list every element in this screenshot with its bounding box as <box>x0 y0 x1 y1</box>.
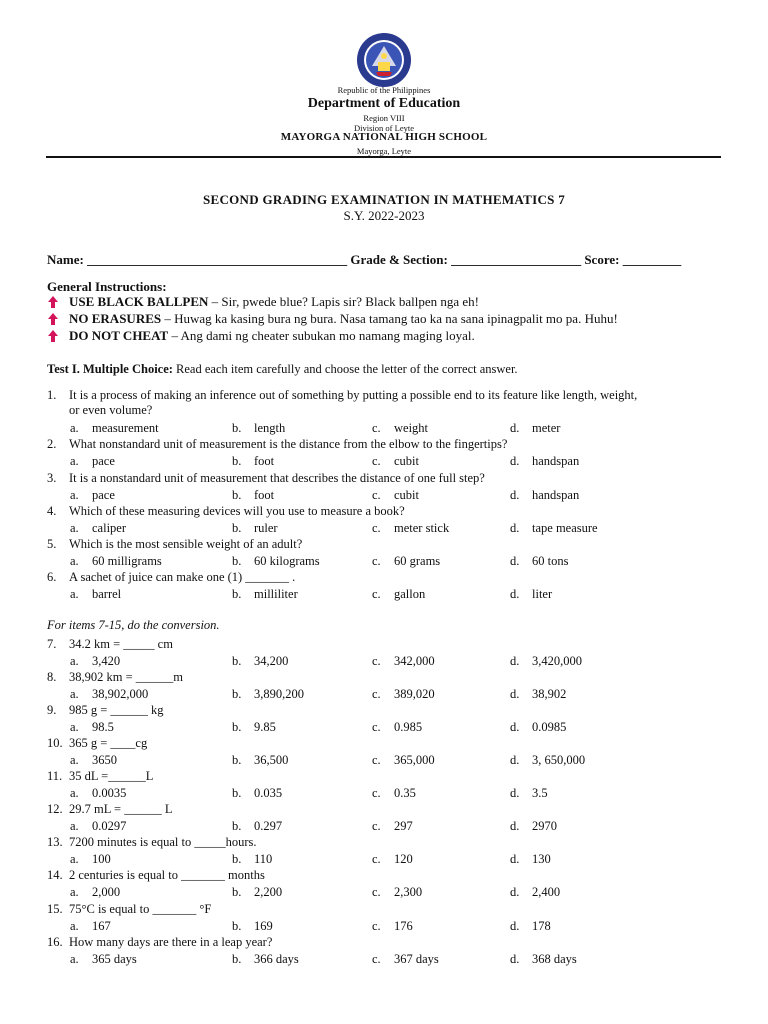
option-letter: d. <box>510 819 520 833</box>
option-text: 167 <box>92 919 111 933</box>
option-letter: b. <box>232 819 242 833</box>
option-letter: b. <box>232 654 242 668</box>
option-letter: b. <box>232 852 242 866</box>
question-text: 2 centuries is equal to _______ months <box>69 868 265 882</box>
question-number: 15. <box>47 902 63 916</box>
option-text: meter stick <box>394 521 450 535</box>
question-number: 8. <box>47 670 57 684</box>
question-text: 75°C is equal to _______ °F <box>69 902 212 916</box>
option-letter: d. <box>510 786 520 800</box>
option-text: 120 <box>394 852 413 866</box>
option-letter: c. <box>372 587 381 601</box>
option-letter: c. <box>372 852 381 866</box>
option-text: ruler <box>254 521 278 535</box>
question-number: 2. <box>47 437 57 451</box>
option-letter: a. <box>70 454 79 468</box>
option-letter: d. <box>510 654 520 668</box>
option-letter: a. <box>70 488 79 502</box>
question-text: Which is the most sensible weight of an adult? <box>69 537 303 551</box>
question-number: 12. <box>47 802 63 816</box>
option-letter: d. <box>510 885 520 899</box>
option-text: cubit <box>394 454 419 468</box>
question-number: 14. <box>47 868 63 882</box>
option-text: foot <box>254 454 275 468</box>
question-number: 3. <box>47 471 57 485</box>
instruction-rule: USE BLACK BALLPEN <box>69 294 209 309</box>
option-text: 60 tons <box>532 554 569 568</box>
department-name: Department of Education <box>307 96 461 111</box>
name-label: Name: <box>47 252 84 267</box>
option-letter: d. <box>510 919 520 933</box>
question-text: Which of these measuring devices will you use to measure a book? <box>69 504 405 518</box>
option-text: barrel <box>92 587 122 601</box>
option-letter: a. <box>70 687 79 701</box>
question-number: 10. <box>47 736 63 750</box>
option-letter: d. <box>510 488 520 502</box>
option-letter: b. <box>232 421 242 435</box>
question-number: 11. <box>47 769 63 783</box>
name-field[interactable]: ________________________________________ <box>87 252 348 267</box>
option-text: 2970 <box>532 819 557 833</box>
score-field[interactable]: _________ <box>622 252 682 267</box>
option-text: 3,420,000 <box>532 654 582 668</box>
option-letter: b. <box>232 454 242 468</box>
option-letter: a. <box>70 852 79 866</box>
option-text: 100 <box>92 852 111 866</box>
option-text: 365,000 <box>394 753 435 767</box>
option-text: 2,200 <box>254 885 283 899</box>
option-letter: a. <box>70 952 79 966</box>
option-text: handspan <box>532 488 580 502</box>
question-text: How many days are there in a leap year? <box>69 935 273 949</box>
option-text: 0.35 <box>394 786 416 800</box>
option-text: pace <box>92 488 115 502</box>
option-text: gallon <box>394 587 426 601</box>
option-letter: d. <box>510 454 520 468</box>
header-divider <box>46 156 721 158</box>
option-letter: c. <box>372 521 381 535</box>
question-text: 365 g = ____cg <box>69 736 148 750</box>
option-text: 3,420 <box>92 654 121 668</box>
option-text: 368 days <box>532 952 577 966</box>
question-text: 34.2 km = _____ cm <box>69 637 173 651</box>
option-letter: a. <box>70 753 79 767</box>
option-letter: c. <box>372 454 381 468</box>
question-text: A sachet of juice can make one (1) _______ . <box>69 570 296 584</box>
option-letter: d. <box>510 753 520 767</box>
question-text: 985 g = ______ kg <box>69 703 164 717</box>
option-letter: a. <box>70 554 79 568</box>
option-text: 0.297 <box>254 819 283 833</box>
option-text: caliper <box>92 521 127 535</box>
option-text: cubit <box>394 488 419 502</box>
option-letter: d. <box>510 554 520 568</box>
option-text: 176 <box>394 919 413 933</box>
test1-directions: Read each item carefully and choose the letter of the correct answer. <box>172 362 518 376</box>
option-text: 0.035 <box>254 786 283 800</box>
option-letter: b. <box>232 885 242 899</box>
option-text: 60 grams <box>394 554 441 568</box>
test1-heading <box>47 362 518 377</box>
instruction-rule: DO NOT CHEAT <box>69 328 169 343</box>
option-text: 3650 <box>92 753 117 767</box>
option-text: 389,020 <box>394 687 435 701</box>
option-letter: b. <box>232 554 242 568</box>
conversion-note: For items 7-15, do the conversion. <box>47 618 220 632</box>
question-number: 6. <box>47 570 57 584</box>
option-text: milliliter <box>254 587 298 601</box>
deped-seal-icon <box>356 32 412 88</box>
option-letter: d. <box>510 687 520 701</box>
option-letter: a. <box>70 720 79 734</box>
option-text: handspan <box>532 454 580 468</box>
grade-section-field[interactable]: ____________________ <box>451 252 582 267</box>
exam-title: SECOND GRADING EXAMINATION IN MATHEMATICS 7 <box>202 192 566 207</box>
question-text: 35 dL =______L <box>69 769 154 783</box>
option-text: 366 days <box>254 952 299 966</box>
option-text: 0.0297 <box>92 819 127 833</box>
option-letter: d. <box>510 521 520 535</box>
option-letter: a. <box>70 521 79 535</box>
option-text: 365 days <box>92 952 137 966</box>
option-text: pace <box>92 454 115 468</box>
option-letter: c. <box>372 786 381 800</box>
option-text: liter <box>532 587 553 601</box>
option-text: 169 <box>254 919 273 933</box>
option-text: meter <box>532 421 561 435</box>
option-text: tape measure <box>532 521 598 535</box>
option-text: measurement <box>92 421 159 435</box>
option-letter: d. <box>510 587 520 601</box>
option-letter: c. <box>372 952 381 966</box>
option-text: foot <box>254 488 275 502</box>
instruction-text: – Ang dami ng cheater subukan mo namang maging loyal. <box>168 328 475 343</box>
option-letter: a. <box>70 819 79 833</box>
instruction-text: – Huwag ka kasing bura ng bura. Nasa tamang tao ka na sana ipinagpalit mo pa. Huhu! <box>161 311 618 326</box>
question-number: 7. <box>47 637 57 651</box>
option-letter: c. <box>372 654 381 668</box>
option-text: 60 milligrams <box>92 554 162 568</box>
option-text: 0.985 <box>394 720 423 734</box>
option-text: 98.5 <box>92 720 114 734</box>
option-letter: b. <box>232 919 242 933</box>
question-number: 1. <box>47 388 57 402</box>
option-text: length <box>254 421 286 435</box>
school-location: Mayorga, Leyte <box>356 146 412 156</box>
question-text: It is a nonstandard unit of measurement that describes the distance of one full step? <box>69 471 485 485</box>
option-text: weight <box>394 421 429 435</box>
question-number: 16. <box>47 935 63 949</box>
instructions-heading: General Instructions: <box>47 279 167 294</box>
option-text: 60 kilograms <box>254 554 320 568</box>
option-letter: b. <box>232 786 242 800</box>
instruction-text: – Sir, pwede blue? Lapis sir? Black ballpen nga eh! <box>208 294 480 309</box>
option-text: 0.0985 <box>532 720 567 734</box>
option-text: 38,902 <box>532 687 567 701</box>
option-letter: c. <box>372 919 381 933</box>
option-letter: b. <box>232 720 242 734</box>
score-label: Score: <box>584 252 620 267</box>
question-text: 38,902 km = ______m <box>69 670 183 684</box>
option-text: 2,300 <box>394 885 423 899</box>
option-letter: b. <box>232 488 242 502</box>
option-letter: c. <box>372 885 381 899</box>
option-text: 367 days <box>394 952 439 966</box>
bullet-arrow-icon <box>47 313 59 325</box>
option-letter: b. <box>232 521 242 535</box>
option-letter: c. <box>372 488 381 502</box>
option-letter: a. <box>70 885 79 899</box>
option-letter: b. <box>232 952 242 966</box>
test1-label: Test I. Multiple Choice: <box>47 362 173 376</box>
option-text: 342,000 <box>394 654 435 668</box>
option-text: 297 <box>394 819 413 833</box>
option-letter: b. <box>232 753 242 767</box>
grade-section-label: Grade & Section: <box>350 252 448 267</box>
option-text: 130 <box>532 852 551 866</box>
option-text: 3.5 <box>532 786 548 800</box>
option-letter: a. <box>70 654 79 668</box>
option-letter: c. <box>372 554 381 568</box>
option-letter: a. <box>70 587 79 601</box>
student-info-line <box>47 252 727 268</box>
question-number: 13. <box>47 835 63 849</box>
school-year: S.Y. 2022-2023 <box>343 208 425 223</box>
question-number: 9. <box>47 703 57 717</box>
question-number: 5. <box>47 537 57 551</box>
option-letter: c. <box>372 687 381 701</box>
option-text: 3, 650,000 <box>532 753 586 767</box>
option-letter: c. <box>372 720 381 734</box>
option-letter: a. <box>70 919 79 933</box>
option-text: 110 <box>254 852 273 866</box>
question-text-continued: or even volume? <box>69 403 153 417</box>
option-letter: c. <box>372 819 381 833</box>
instruction-rule: NO ERASURES <box>69 311 162 326</box>
option-letter: d. <box>510 720 520 734</box>
option-letter: c. <box>372 753 381 767</box>
option-text: 36,500 <box>254 753 289 767</box>
option-text: 0.0035 <box>92 786 127 800</box>
option-text: 178 <box>532 919 551 933</box>
school-name: MAYORGA NATIONAL HIGH SCHOOL <box>280 131 488 143</box>
republic-line: Republic of the Philippines <box>337 85 431 95</box>
option-text: 34,200 <box>254 654 289 668</box>
question-text: It is a process of making an inference out of something by putting a possible end to its feature like length, weight, <box>69 388 638 402</box>
option-text: 3,890,200 <box>254 687 304 701</box>
option-text: 2,000 <box>92 885 121 899</box>
option-letter: d. <box>510 852 520 866</box>
division-line: Division of Leyte <box>354 123 414 133</box>
option-text: 2,400 <box>532 885 561 899</box>
question-number: 4. <box>47 504 57 518</box>
option-letter: a. <box>70 421 79 435</box>
bullet-arrow-icon <box>47 296 59 308</box>
option-letter: c. <box>372 421 381 435</box>
region-line: Region VIII <box>363 113 405 123</box>
question-text: 29.7 mL = ______ L <box>69 802 173 816</box>
option-letter: b. <box>232 687 242 701</box>
option-letter: d. <box>510 421 520 435</box>
option-letter: b. <box>232 587 242 601</box>
option-letter: d. <box>510 952 520 966</box>
question-text: 7200 minutes is equal to _____hours. <box>69 835 257 849</box>
option-letter: a. <box>70 786 79 800</box>
bullet-arrow-icon <box>47 330 59 342</box>
option-text: 9.85 <box>254 720 276 734</box>
option-text: 38,902,000 <box>92 687 149 701</box>
question-text: What nonstandard unit of measurement is the distance from the elbow to the fingertips? <box>69 437 508 451</box>
